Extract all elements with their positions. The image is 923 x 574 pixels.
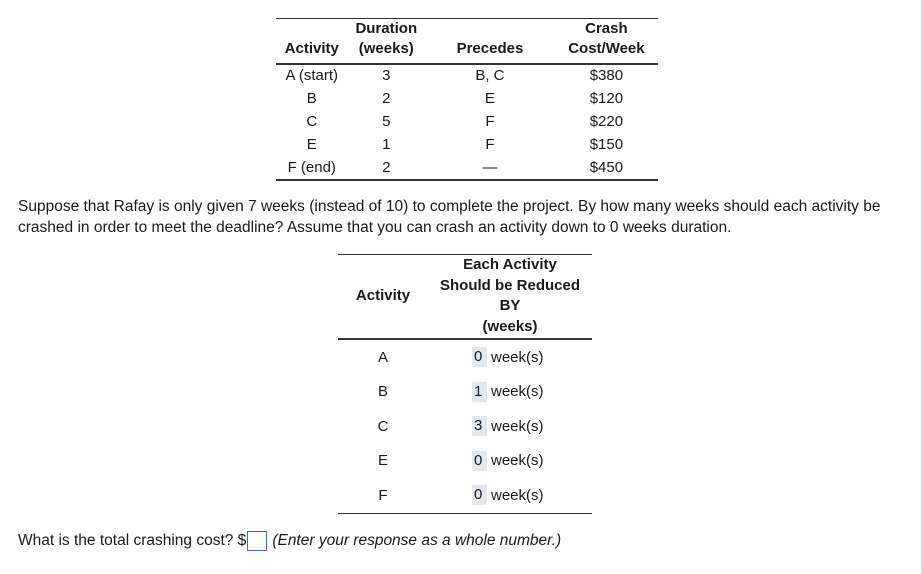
cell-precedes: F: [485, 112, 495, 130]
cell-activity: F: [378, 486, 388, 504]
cell-duration: 1: [382, 135, 391, 153]
answer-field[interactable]: 0: [472, 485, 487, 505]
activity-table: [276, 18, 658, 181]
cell-reduction: [428, 444, 592, 479]
answer-table-header: [338, 255, 592, 340]
cell-cost: $450: [589, 158, 624, 176]
header-duration: Duration (weeks): [355, 20, 418, 57]
cell-precedes: F: [485, 135, 495, 153]
answer-field[interactable]: 3: [472, 416, 487, 436]
cell-cost: $120: [589, 90, 624, 108]
cell-precedes: —: [482, 158, 498, 176]
table-row: [276, 111, 658, 134]
header-activity: Activity: [355, 286, 411, 304]
cell-duration: 5: [382, 112, 391, 130]
unit-label: week(s): [491, 417, 544, 435]
header-activity: Activity: [284, 40, 339, 57]
cell-reduction: [428, 478, 592, 513]
cell-cost: $380: [589, 67, 624, 85]
table-row: [338, 409, 592, 444]
table-row: [276, 156, 658, 180]
cell-reduction: [428, 375, 592, 410]
cell-precedes: B, C: [475, 67, 505, 85]
answer-field[interactable]: 0: [472, 347, 487, 367]
cell-duration: 2: [382, 158, 391, 176]
cell-activity: C: [377, 417, 389, 435]
answer-field[interactable]: 1: [472, 382, 487, 402]
cell-cost: $220: [589, 112, 624, 130]
header-reduced-by: Each Activity Should be Reduced BY (weeks): [439, 256, 580, 335]
crash-answer-table: [338, 254, 592, 514]
activity-table-header: [276, 19, 658, 65]
question-text: Suppose that Rafay is only given 7 weeks (instead of 10) to complete the project. By how many weeks should each activity be crashed in order to meet the deadline? Assume that you can crash an activity down to 0 weeks duration.: [18, 198, 881, 236]
total-cost-input[interactable]: [247, 531, 267, 551]
cell-activity: B: [306, 90, 317, 108]
header-crash-cost: Crash Cost/Week: [568, 20, 645, 57]
cell-duration: 2: [382, 90, 391, 108]
cell-duration: 3: [382, 67, 391, 85]
cell-precedes: E: [484, 90, 495, 108]
cell-activity: A (start): [285, 67, 338, 85]
cell-activity: C: [306, 112, 318, 130]
unit-label: week(s): [491, 383, 544, 401]
input-hint: (Enter your response as a whole number.): [272, 532, 562, 549]
table-row: [338, 444, 592, 479]
table-row: [338, 375, 592, 410]
cell-reduction: [428, 409, 592, 444]
cell-activity: E: [377, 452, 388, 470]
unit-label: week(s): [491, 348, 544, 366]
unit-label: week(s): [491, 452, 544, 470]
header-precedes: Precedes: [456, 40, 524, 57]
table-row: [338, 478, 592, 513]
table-row: [338, 339, 592, 375]
total-cost-label: What is the total crashing cost? $: [18, 532, 247, 549]
table-row: [276, 133, 658, 156]
answer-field[interactable]: 0: [472, 451, 487, 471]
table-row: [276, 88, 658, 111]
cell-activity: E: [306, 135, 317, 153]
total-cost-question: [18, 530, 561, 552]
table-row: [276, 64, 658, 88]
cell-cost: $150: [589, 135, 624, 153]
cell-reduction: [428, 339, 592, 375]
cell-activity: F (end): [287, 158, 336, 176]
cell-activity: A: [377, 348, 388, 366]
cell-activity: B: [377, 383, 388, 401]
unit-label: week(s): [491, 486, 544, 504]
